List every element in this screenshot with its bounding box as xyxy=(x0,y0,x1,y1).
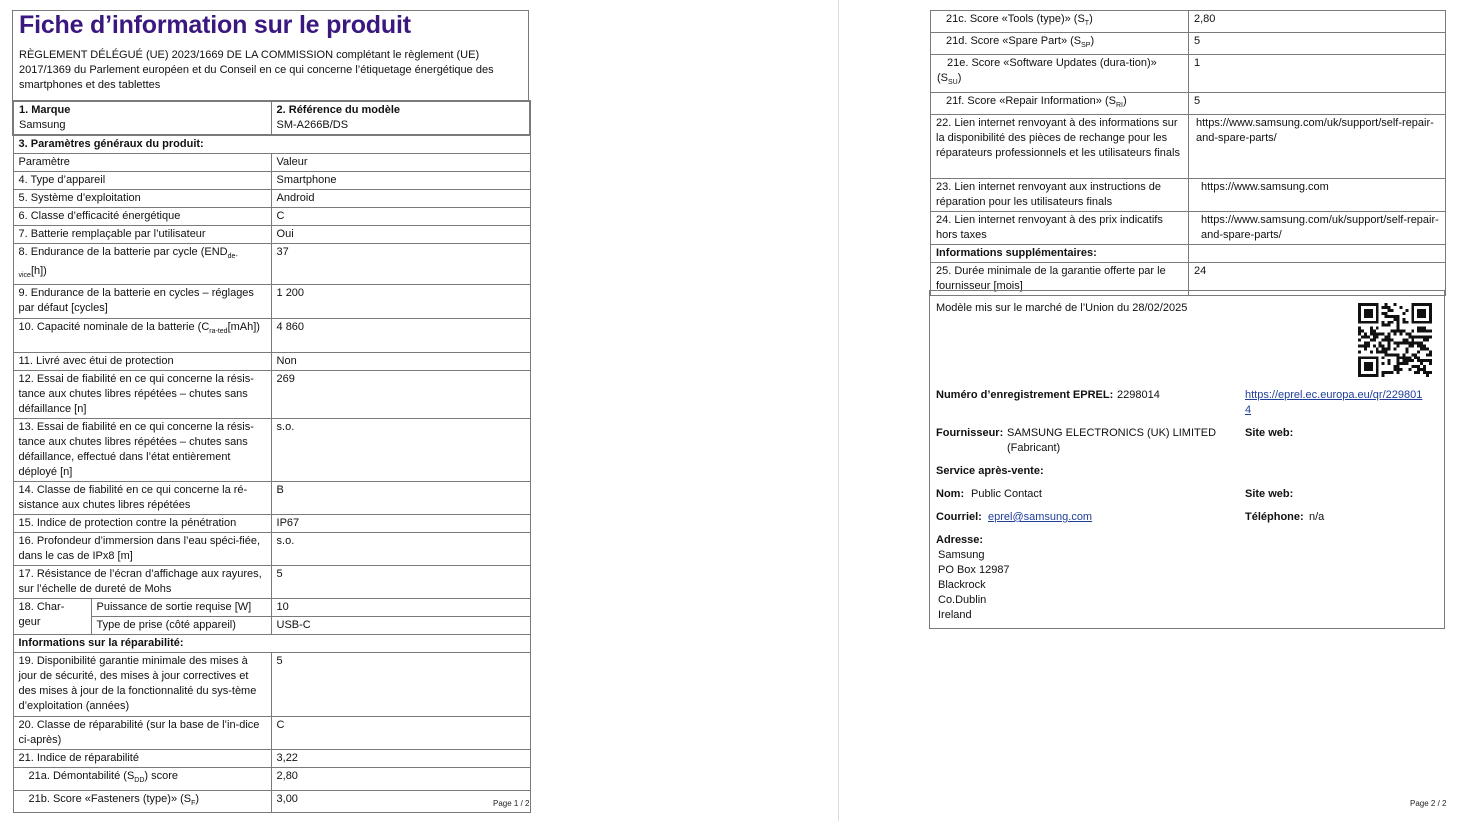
param-value: B xyxy=(271,482,530,515)
table-row xyxy=(13,635,530,653)
phone-label: Téléphone: xyxy=(1245,511,1304,523)
address-line: Blackrock xyxy=(938,579,986,591)
label-subscript: de-vice xyxy=(18,253,238,280)
table-row xyxy=(13,515,530,533)
param-label xyxy=(13,319,271,353)
phone-value: n/a xyxy=(1309,511,1325,523)
label-subscript: T xyxy=(1084,20,1090,28)
eprel-label: Numéro d’enregistrement EPREL: xyxy=(936,389,1114,401)
extra-section-heading: Informations supplémentaires: xyxy=(931,244,1189,262)
table-row xyxy=(13,533,530,566)
param-value: 269 xyxy=(271,371,530,419)
table-row xyxy=(13,768,530,790)
brand-label: 1. Marque xyxy=(19,104,71,116)
spare-parts-link[interactable]: https://www.samsung.com/uk/support/self-repair-and-spare-parts/ xyxy=(1189,114,1446,178)
label-text: 21b. Score «Fasteners (type)» (S xyxy=(28,792,192,805)
param-label: 6. Classe d’efficacité énergétique xyxy=(13,208,271,226)
website-label: Site web: xyxy=(1245,427,1294,439)
param-label xyxy=(13,790,271,812)
param-value: 5 xyxy=(271,653,530,717)
page-2 xyxy=(839,0,1458,821)
param-label: 17. Résistance de l’écran d’affichage aux rayures, sur l’échelle de dureté de Mohs xyxy=(13,566,271,599)
table-row xyxy=(13,750,530,768)
supplier-info-box xyxy=(929,290,1445,629)
param-label: 7. Batterie remplaçable par l’utilisateur xyxy=(13,226,271,244)
label-subscript: RI xyxy=(1115,101,1123,109)
param-label xyxy=(931,33,1189,55)
param-label: 21. Indice de réparabilité xyxy=(13,750,271,768)
label-suffix: [h]) xyxy=(30,265,47,278)
label-suffix: ) score xyxy=(144,770,179,783)
table-row xyxy=(931,178,1446,211)
label-suffix: ) xyxy=(957,72,962,85)
table-row xyxy=(13,135,530,154)
table-row xyxy=(13,172,530,190)
repair-section-heading: Informations sur la réparabilité: xyxy=(13,635,530,653)
title-frame xyxy=(12,10,529,101)
param-value: Smartphone xyxy=(271,172,530,190)
table-row xyxy=(13,790,530,812)
table-row xyxy=(13,208,530,226)
label-suffix: ) xyxy=(1090,35,1095,48)
param-label: 19. Disponibilité garantie minimale des mises à jour de sécurité, des mises à jour correctives et des mises à jour de la fonctionnalité du sys-tème d’exploitation (années) xyxy=(13,653,271,717)
param-label: 14. Classe de fiabilité en ce qui concerne la ré-sistance aux chutes libres répétées xyxy=(13,482,271,515)
brand-cell xyxy=(13,101,271,135)
param-value: 4 860 xyxy=(271,319,530,353)
param-value: 2,80 xyxy=(271,768,530,790)
page-number: Page 2 / 2 xyxy=(1410,799,1447,808)
contact-name: Public Contact xyxy=(971,488,1042,500)
brand-value: Samsung xyxy=(19,119,66,131)
label-subscript: ra-ted xyxy=(209,328,228,336)
eprel-link[interactable]: https://eprel.ec.europa.eu/qr/2298014 xyxy=(1245,389,1423,416)
label-suffix: ) xyxy=(195,792,200,805)
param-value: 5 xyxy=(1189,92,1446,114)
table-row xyxy=(931,33,1446,55)
table-row xyxy=(13,599,530,617)
label-text: 8. Endurance de la batterie par cycle (END xyxy=(18,246,228,258)
table-row xyxy=(931,55,1446,92)
qr-code-icon[interactable] xyxy=(1358,303,1432,377)
param-value: C xyxy=(271,717,530,750)
param-value: 24 xyxy=(1189,262,1446,295)
param-value: 5 xyxy=(271,566,530,599)
label-subscript: SP xyxy=(1081,42,1091,50)
name-label: Nom: xyxy=(936,488,965,500)
param-label xyxy=(13,768,271,790)
label-text: 21e. Score «Software Updates (dura-tion)» (S xyxy=(937,57,1157,85)
param-value: Android xyxy=(271,190,530,208)
table-row xyxy=(931,211,1446,244)
table-row xyxy=(13,482,530,515)
empty-cell xyxy=(1189,244,1446,262)
table-row xyxy=(931,11,1446,33)
param-header: Paramètre xyxy=(13,154,271,172)
param-value: Oui xyxy=(271,226,530,244)
param-value: IP67 xyxy=(271,515,530,533)
param-label: 4. Type d’appareil xyxy=(13,172,271,190)
page-number: Page 1 / 2 xyxy=(493,799,530,808)
param-value: C xyxy=(271,208,530,226)
market-date-text: Modèle mis sur le marché de l’Union du 28/02/2025 xyxy=(936,302,1188,314)
param-label: 25. Durée minimale de la garantie offerte par le fournisseur [mois] xyxy=(931,262,1189,295)
param-label: 5. Système d’exploitation xyxy=(13,190,271,208)
table-row xyxy=(13,566,530,599)
param-label: 22. Lien internet renvoyant à des informations sur la disponibilité des pièces de rechange pour les réparateurs professionnels et les utilisateurs finals xyxy=(931,114,1189,178)
table-row xyxy=(13,285,530,319)
param-value: 3,00 xyxy=(271,790,530,812)
email-link[interactable]: eprel@samsung.com xyxy=(988,511,1093,523)
label-suffix: ) xyxy=(1089,13,1093,25)
prices-link[interactable]: https://www.samsung.com/uk/support/self-repair-and-spare-parts/ xyxy=(1189,211,1446,244)
param-value: 2,80 xyxy=(1189,11,1446,33)
email-label: Courriel: xyxy=(936,511,982,523)
table-row xyxy=(13,717,530,750)
table-row xyxy=(13,371,530,419)
label-text: 21a. Démontabilité (S xyxy=(28,770,135,783)
param-label: 9. Endurance de la batterie en cycles – réglages par défaut [cycles] xyxy=(13,285,271,319)
table-row xyxy=(13,353,530,371)
repairability-table-continued xyxy=(930,10,1446,296)
param-label: 24. Lien internet renvoyant à des prix indicatifs hors taxes xyxy=(931,211,1189,244)
param-value: 5 xyxy=(1189,33,1446,55)
service-label: Service après-vente: xyxy=(936,465,1044,477)
eprel-number: 2298014 xyxy=(1117,389,1160,401)
table-row xyxy=(13,154,530,172)
charger-power-value: 10 xyxy=(271,599,530,617)
param-label: 23. Lien internet renvoyant aux instructions de réparation pour les utilisateurs finals xyxy=(931,178,1189,211)
address-line: Samsung xyxy=(938,549,985,561)
param-value: s.o. xyxy=(271,533,530,566)
label-text: 10. Capacité nominale de la batterie (C xyxy=(18,321,210,334)
table-row xyxy=(13,319,530,353)
label-text: 21f. Score «Repair Information» (S xyxy=(946,94,1116,107)
product-info-table xyxy=(12,100,531,813)
param-label: 20. Classe de réparabilité (sur la base de l’in-dice ci-après) xyxy=(13,717,271,750)
label-subscript: DD xyxy=(134,777,145,785)
param-label xyxy=(13,244,271,285)
repair-instructions-link[interactable]: https://www.samsung.com xyxy=(1189,178,1446,211)
table-row xyxy=(13,190,530,208)
supplier-label: Fournisseur: xyxy=(936,427,1004,439)
charger-power-label: Puissance de sortie requise [W] xyxy=(91,599,271,617)
model-cell xyxy=(271,101,530,135)
label-suffix: [mAh]) xyxy=(227,321,260,334)
table-row xyxy=(13,419,530,482)
model-value: SM-A266B/DS xyxy=(276,119,349,131)
table-row xyxy=(931,114,1446,178)
param-label xyxy=(931,55,1189,92)
charger-label: 18. Char-geur xyxy=(13,599,91,635)
param-label: 16. Profondeur d’immersion dans l’eau spéci-fiée, dans le cas de IPx8 [m] xyxy=(13,533,271,566)
param-value: 1 200 xyxy=(271,285,530,319)
label-text: 21c. Score «Tools (type)» (S xyxy=(946,13,1085,25)
label-text: 21d. Score «Spare Part» (S xyxy=(946,35,1082,48)
table-row xyxy=(13,244,530,285)
param-label: 15. Indice de protection contre la pénétration xyxy=(13,515,271,533)
document-title: Fiche d’information sur le produit xyxy=(19,11,411,39)
label-subscript: F xyxy=(191,799,196,807)
param-value: 1 xyxy=(1189,55,1446,92)
address-line: Co.Dublin xyxy=(938,594,987,606)
param-label: 11. Livré avec étui de protection xyxy=(13,353,271,371)
address-label: Adresse: xyxy=(936,534,984,546)
address-line: PO Box 12987 xyxy=(938,564,1010,576)
param-label: 12. Essai de fiabilité en ce qui concerne la résis-tance aux chutes libres répétées – chutes sans défaillance [n] xyxy=(13,371,271,419)
table-row xyxy=(931,244,1446,262)
charger-plug-value: USB-C xyxy=(271,617,530,635)
table-row xyxy=(13,226,530,244)
supplier-name: SAMSUNG ELECTRONICS (UK) LIMITED (Fabricant) xyxy=(1007,427,1217,454)
table-row xyxy=(13,101,530,135)
table-row xyxy=(931,92,1446,114)
address-line: Ireland xyxy=(938,609,972,621)
regulation-text: RÈGLEMENT DÉLÉGUÉ (UE) 2023/1669 DE LA COMMISSION complétant le règlement (UE) 2017/1369 du Parlement européen et du Conseil en ce qui concerne l’étiquetage énergétique des smartphones et des tablettes xyxy=(19,49,494,91)
param-value: 37 xyxy=(271,244,530,285)
param-label xyxy=(931,11,1189,33)
param-value: 3,22 xyxy=(271,750,530,768)
table-row xyxy=(13,653,530,717)
value-header: Valeur xyxy=(271,154,530,172)
website-label-2: Site web: xyxy=(1245,488,1294,500)
label-subscript: SU xyxy=(948,79,958,87)
param-value: Non xyxy=(271,353,530,371)
param-value: s.o. xyxy=(271,419,530,482)
model-label: 2. Référence du modèle xyxy=(276,104,401,116)
param-label xyxy=(931,92,1189,114)
table-row xyxy=(13,617,530,635)
label-suffix: ) xyxy=(1122,94,1127,107)
charger-plug-label: Type de prise (côté appareil) xyxy=(91,617,271,635)
param-label: 13. Essai de fiabilité en ce qui concerne la résis-tance aux chutes libres répétées – chutes sans défaillance, effectué dans l’état entièrement déployé [n] xyxy=(13,419,271,482)
general-section-heading: 3. Paramètres généraux du produit: xyxy=(13,135,530,154)
